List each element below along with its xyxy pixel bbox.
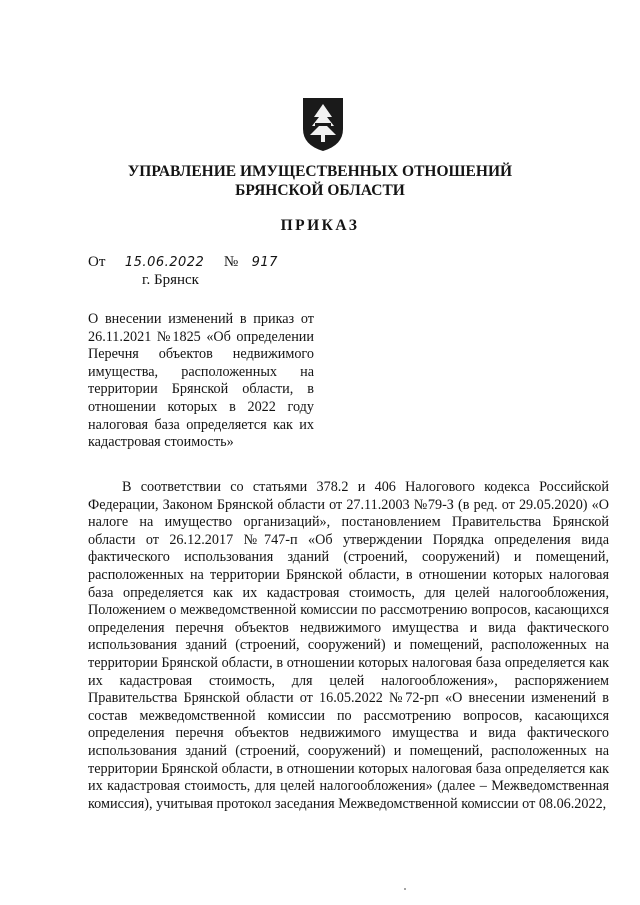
date-number-line — [88, 254, 278, 271]
city-label: г. Брянск — [142, 272, 199, 288]
scan-speck — [404, 888, 406, 890]
organization-line-2: БРЯНСКОЙ ОБЛАСТИ — [235, 182, 405, 199]
order-subject: О внесении изменений в приказ от 26.11.2021 №1825 «Об определении Перечня объектов недвижимого имущества, расположенных на территории Брянской области, в отношении которых в 2022 году налоговая база определяется как их кадастровая стоимость» — [88, 311, 314, 451]
number-prefix: № — [223, 254, 239, 270]
handwritten-number: 917 — [251, 255, 278, 270]
organization-name — [0, 162, 640, 200]
organization-line-1: УПРАВЛЕНИЕ ИМУЩЕСТВЕННЫХ ОТНОШЕНИЙ — [127, 163, 513, 180]
handwritten-date: 15.06.2022 — [124, 255, 205, 270]
order-body-paragraph: В соответствии со статьями 378.2 и 406 Налогового кодекса Российской Федерации, Законом Брянской области от 27.11.2003 №79-З (в ред. от 29.05.2020) «О налоге на имущество организаций», постановлением Правительства Брянской области от 26.12.2017 №747-п «Об утверждении Порядка определения вида фактического использования зданий (строений, сооружений) и помещений, расположенных на территории Брянской области, в отношении которых налоговая база определяется как их кадастровая стоимость, для целей налогообложения, Положением о межведомственной комиссии по рассмотрению вопросов, касающихся определения перечня объектов недвижимого имущества и вида фактического использования зданий (строений, сооружений) и помещений, расположенных на территории Брянской области, в отношении которых налоговая база определяется как их кадастровая стоимость, для целей налогообложения», распоряжением Правительства Брянской области от 16.05.2022 №72-рп «О внесении изменений в состав межведомственной комиссии по рассмотрению вопросов, касающихся определения перечня объектов недвижимого имущества и вида фактического использования зданий (строений, сооружений) и помещений, расположенных на территории Брянской области, в отношении которых налоговая база определяется как их кадастровая стоимость, для целей налогообложения» (далее – Межведомственная комиссия), учитывая протокол заседания Межведомственной комиссии от 08.06.2022, — [88, 479, 609, 812]
coat-of-arms-icon — [300, 95, 346, 153]
document-type-title: ПРИКАЗ — [280, 217, 360, 234]
date-prefix: От — [88, 254, 106, 270]
